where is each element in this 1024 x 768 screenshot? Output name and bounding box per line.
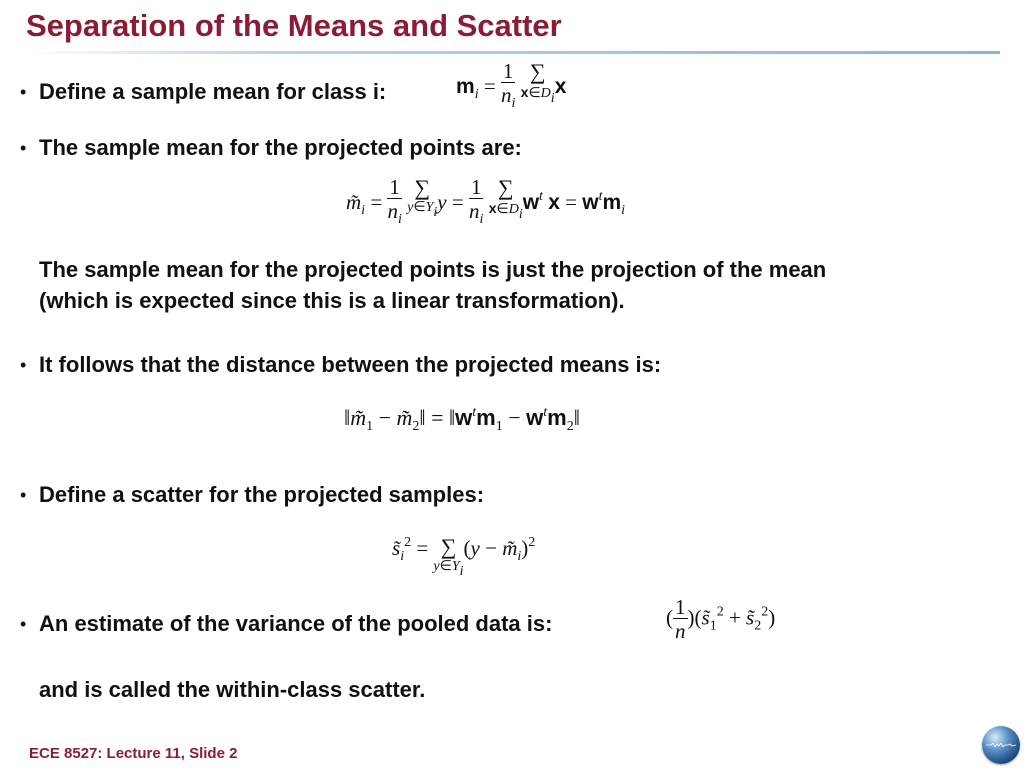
bullet-dot-icon: • <box>20 82 27 102</box>
paragraph-line: The sample mean for the projected points is just the projection of the mean <box>39 257 827 282</box>
slide-title: Separation of the Means and Scatter <box>26 8 562 43</box>
equation-projected-mean: $m̃_i$ = $\frac{1}{n_i}$ ∑ y∈Yi y = $\frac{1}{n_i}$ ∑ x∈Di $w^t$ $x = w^tm_i$ <box>346 175 626 227</box>
equation-pooled-variance: ( $\frac{1}{n}$ )($s̃_1^2$ + $s̃_2^2$) <box>666 595 776 643</box>
globe-logo-icon <box>982 726 1020 764</box>
bullet-dot-icon: • <box>20 138 27 158</box>
equation-class-mean: $m_i$ = $\frac{1}{n_i}$ ∑ x∈Di x <box>456 59 567 111</box>
bullet-text: Define a scatter for the projected samples: <box>39 482 485 507</box>
bullet-text: It follows that the distance between the projected means is: <box>39 352 662 377</box>
paragraph-within-class: and is called the within-class scatter. <box>39 677 426 702</box>
equation-mean-distance: $‖m̃_1$ − $m̃_2‖$ = $‖w^tm_1$ − $w^tm_2‖$ <box>344 405 580 434</box>
bullet-text: An estimate of the variance of the pooled data is: <box>39 611 553 636</box>
bullet-dot-icon: • <box>20 355 27 375</box>
paragraph-line: (which is expected since this is a linear transformation). <box>39 288 625 313</box>
bullet-text: The sample mean for the projected points are: <box>39 135 522 160</box>
equation-scatter: $s̃_i^2$ = ∑ y∈Yi $(y - m̃_i)^2$ <box>392 534 536 579</box>
bullet-dot-icon: • <box>20 614 27 634</box>
paragraph-projection-note <box>39 254 826 316</box>
waveform-icon <box>986 743 1016 747</box>
slide-footer: ECE 8527: Lecture 11, Slide 2 <box>29 745 238 762</box>
bullet-dot-icon: • <box>20 485 27 505</box>
title-divider <box>24 51 1000 54</box>
bullet-text: Define a sample mean for class i: <box>39 79 387 104</box>
